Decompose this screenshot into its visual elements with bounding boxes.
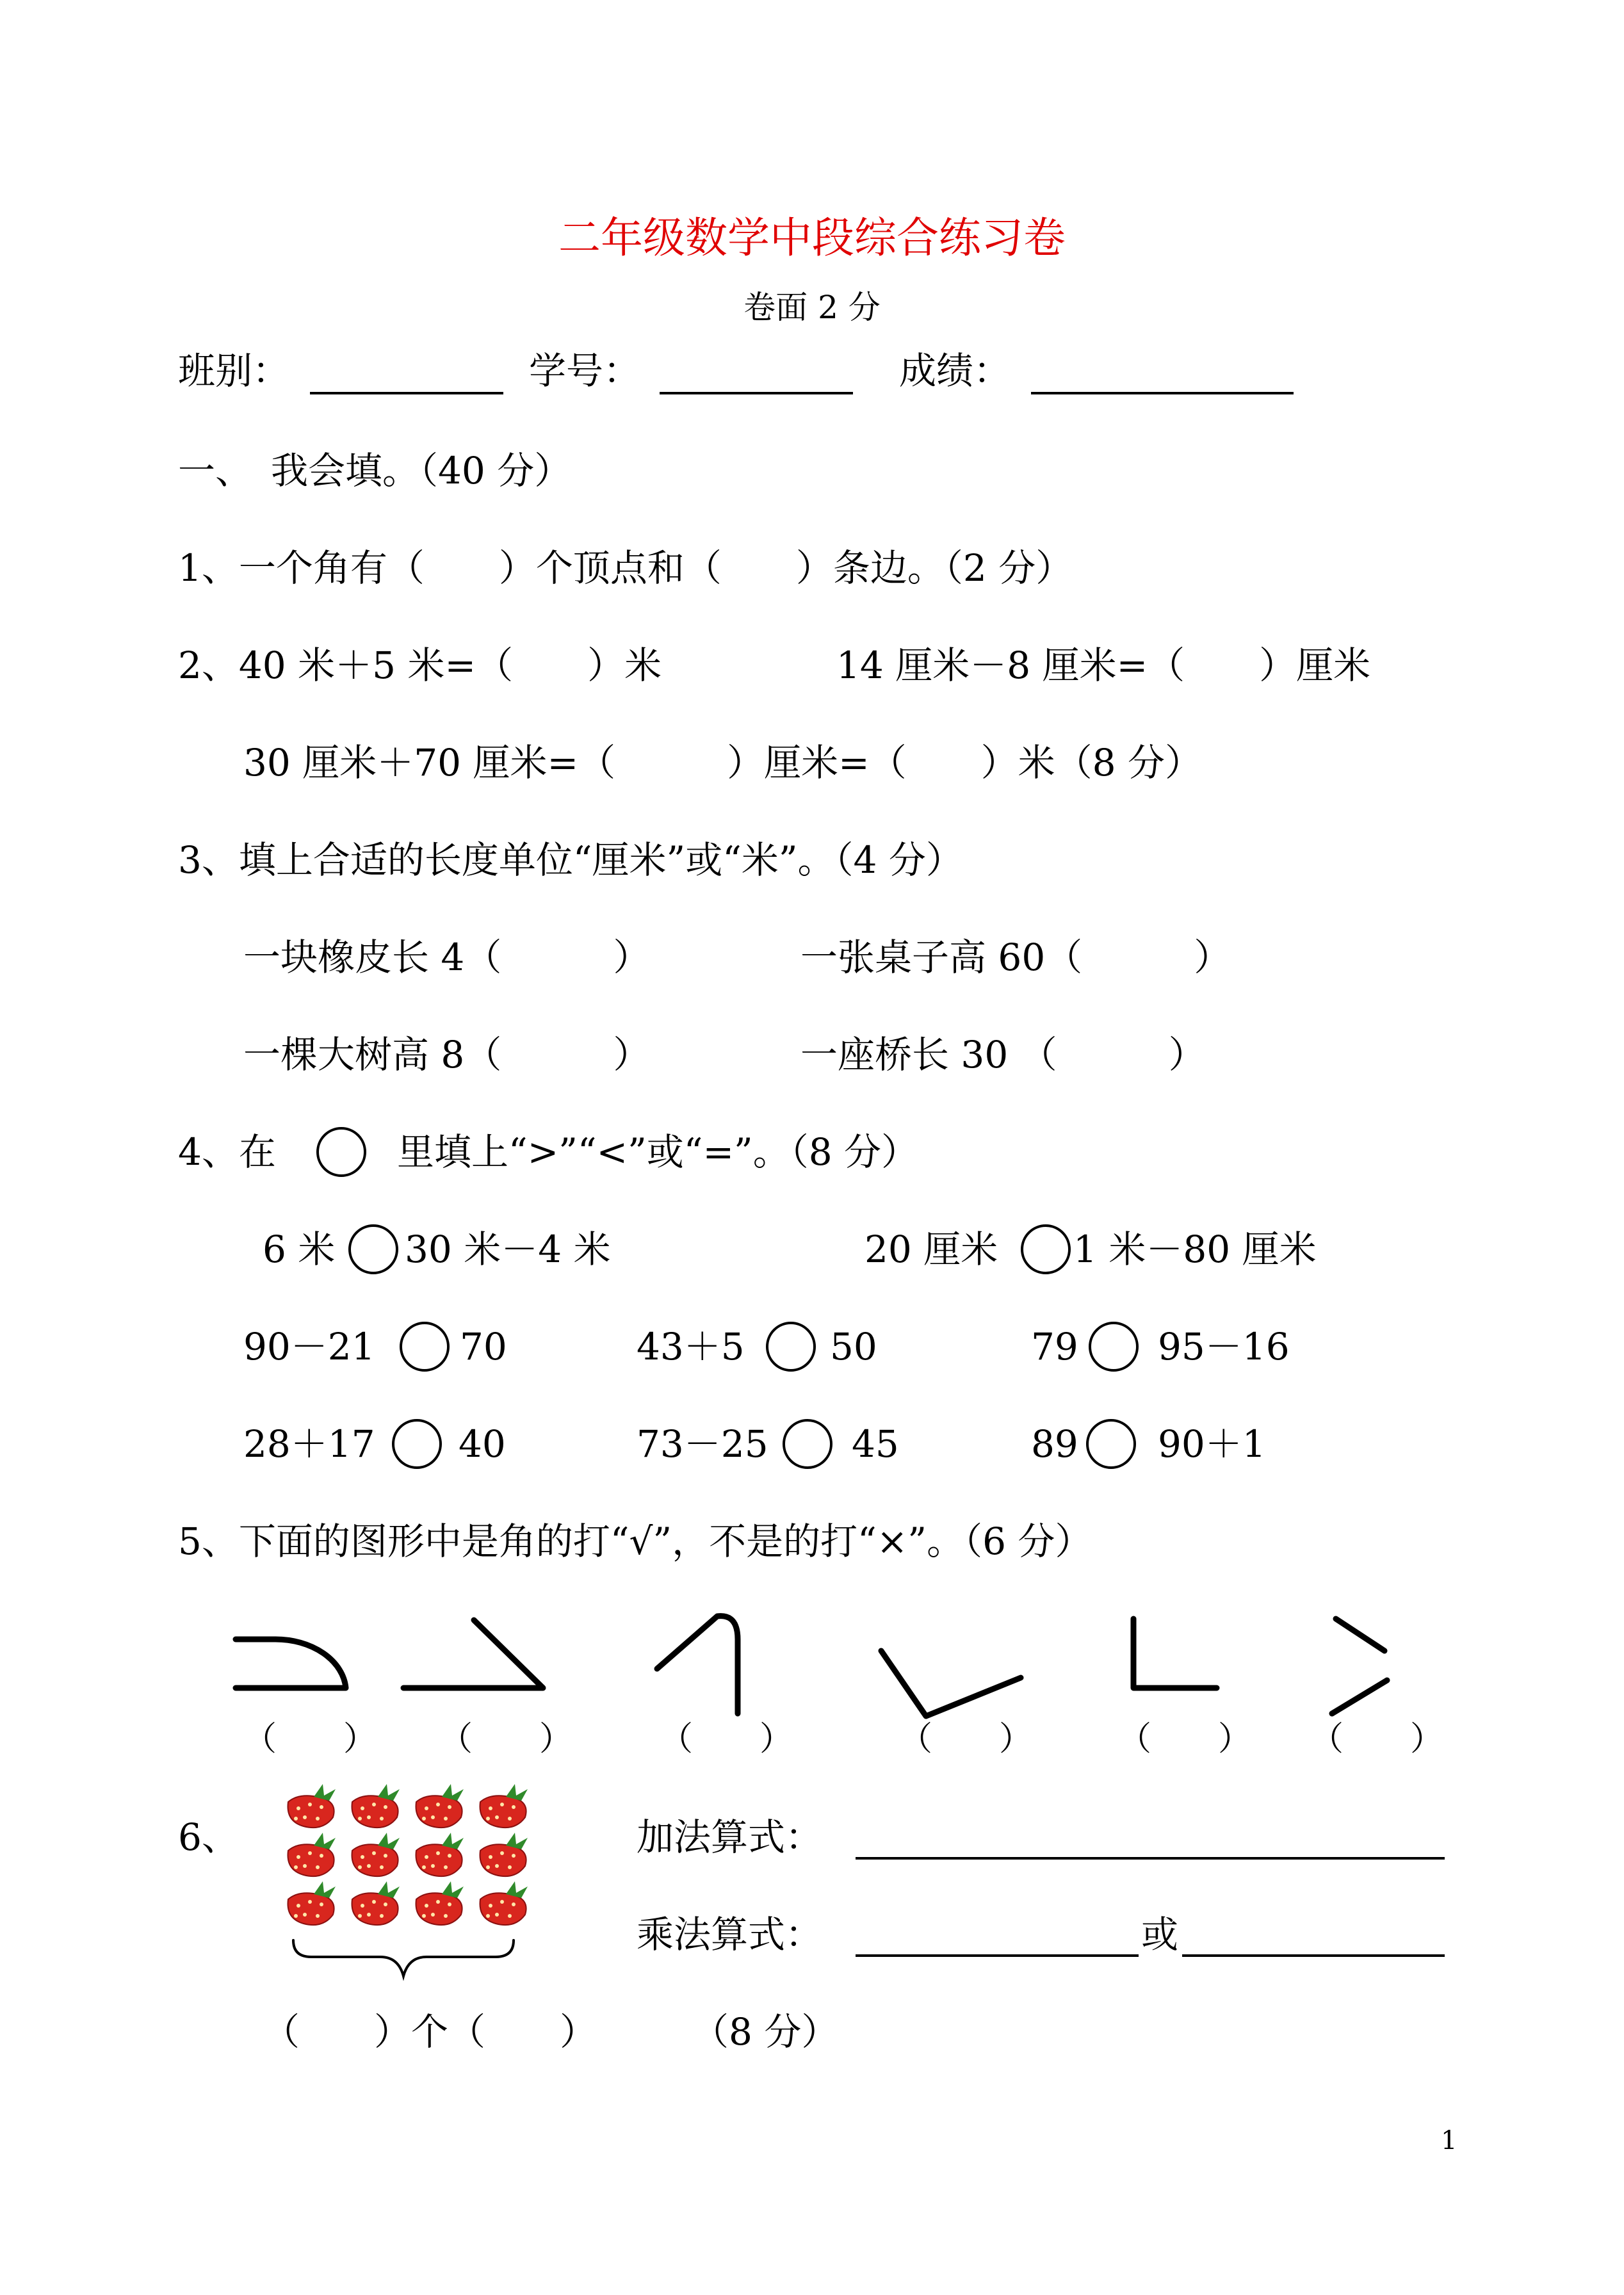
strawberry-icon (352, 1833, 400, 1876)
compare-right: 90＋1 (1158, 1422, 1266, 1466)
strawberry-icon (288, 1784, 336, 1828)
compare-left: 89 (1031, 1422, 1078, 1466)
answer-blank[interactable]: （ ） (1118, 1720, 1252, 1758)
answer-blank[interactable]: （ ） (243, 1720, 377, 1758)
question-6-number: 6、 (178, 1815, 239, 1859)
strawberry-icon (288, 1881, 336, 1925)
id-label: 学号： (529, 349, 641, 393)
section-heading: 一、 我会填。（40 分） (178, 449, 572, 492)
compare-right: 45 (852, 1422, 899, 1466)
page-number: 1 (1441, 2126, 1458, 2155)
strawberry-icon (480, 1784, 528, 1828)
compare-left: 43＋5 (637, 1325, 745, 1368)
question-3-item: 一张桌子高 60（ ） (800, 936, 1231, 979)
score-label: 成绩： (899, 349, 1011, 393)
question-6-score: （8 分） (692, 2010, 839, 2054)
question-3-item: 一座桥长 30 （ ） (800, 1033, 1206, 1076)
multiplication-label: 乘法算式： (637, 1913, 823, 1956)
strawberry-icon (480, 1881, 528, 1925)
strawberry-icon (352, 1881, 400, 1925)
group-text: （ ）个（ ） (263, 2010, 597, 2054)
compare-right: 70 (460, 1325, 507, 1368)
question-4-stem-a: 4、在 (178, 1130, 276, 1174)
strawberry-icon (416, 1881, 464, 1925)
compare-right: 50 (830, 1325, 877, 1368)
question-2-b: 14 厘米－8 厘米=（ ）厘米 (836, 644, 1371, 687)
strawberry-icon (416, 1784, 464, 1828)
question-3-item: 一棵大树高 8（ ） (243, 1033, 651, 1076)
class-label: 班别： (178, 349, 290, 393)
compare-right: 1 米－80 厘米 (1073, 1228, 1317, 1271)
compare-left: 79 (1031, 1325, 1078, 1368)
compare-left: 20 厘米 (865, 1228, 998, 1271)
question-3-item: 一块橡皮长 4（ ） (243, 936, 651, 979)
addition-label: 加法算式： (637, 1815, 823, 1859)
compare-right: 95－16 (1158, 1325, 1290, 1368)
strawberry-icon (416, 1833, 464, 1876)
multiplication-field-1[interactable] (856, 1954, 1139, 1957)
question-3-stem: 3、填上合适的长度单位“厘米”或“米”。（4 分） (178, 838, 963, 882)
question-2-a: 2、40 米＋5 米=（ ）米 (178, 644, 662, 687)
question-1: 1、一个角有（ ）个顶点和（ ）条边。（2 分） (178, 546, 1073, 590)
answer-blank[interactable]: （ ） (439, 1720, 573, 1758)
answer-blank[interactable]: （ ） (1310, 1720, 1444, 1758)
or-label: 或 (1141, 1913, 1179, 1956)
strawberry-icon (480, 1833, 528, 1876)
addition-field[interactable] (856, 1857, 1445, 1860)
question-5-stem: 5、下面的图形中是角的打“√”，不是的打“×”。（6 分） (178, 1520, 1092, 1563)
multiplication-field-2[interactable] (1182, 1954, 1445, 1957)
answer-blank[interactable]: （ ） (899, 1720, 1033, 1758)
compare-right: 40 (459, 1422, 506, 1466)
compare-left: 6 米 (263, 1228, 336, 1271)
strawberry-icon (288, 1833, 336, 1876)
question-4-stem-b: 里填上“>”“<”或“=”。（8 分） (397, 1130, 919, 1174)
answer-blank[interactable]: （ ） (660, 1720, 793, 1758)
page-subtitle: 卷面 2 分 (743, 289, 881, 326)
compare-left: 73－25 (637, 1422, 768, 1466)
page-title: 二年级数学中段综合练习卷 (558, 213, 1066, 263)
strawberry-icon (352, 1784, 400, 1828)
compare-left: 28＋17 (243, 1422, 375, 1466)
question-2-c: 30 厘米＋70 厘米=（ ）厘米=（ ）米（8 分） (243, 741, 1203, 784)
compare-right: 30 米－4 米 (405, 1228, 611, 1271)
compare-left: 90－21 (243, 1325, 375, 1368)
